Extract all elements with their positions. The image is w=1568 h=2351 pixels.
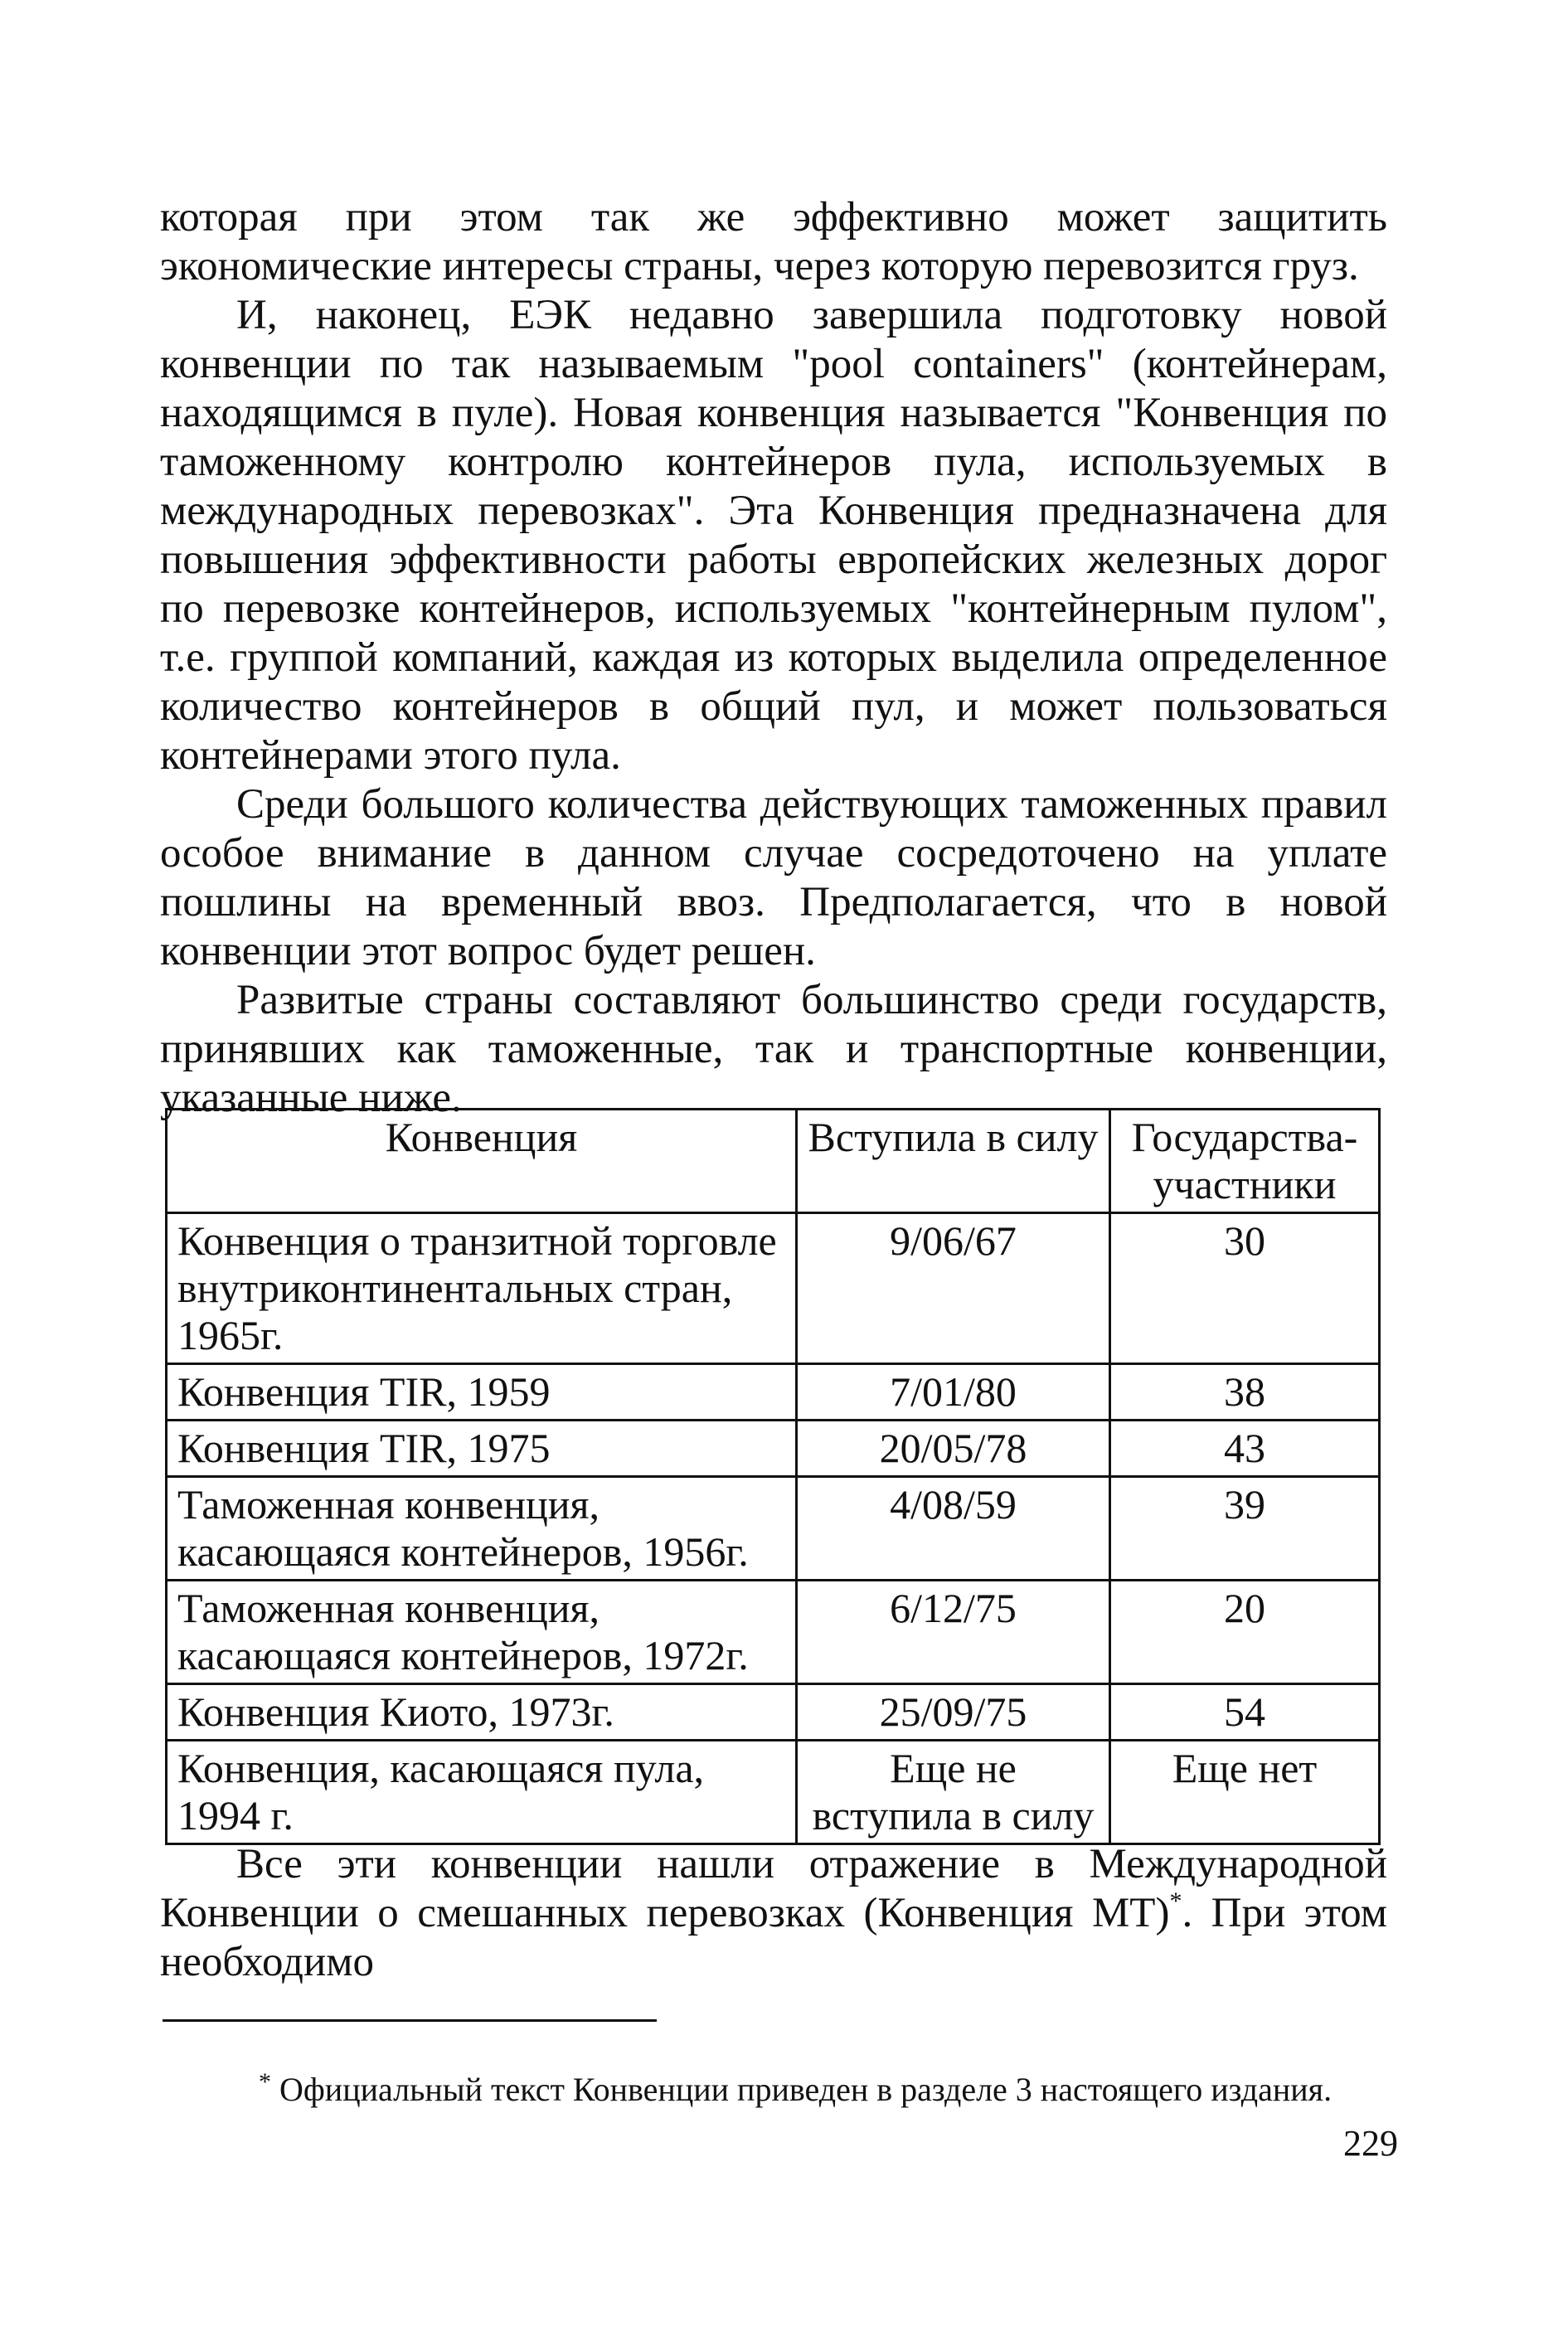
paragraph: И, наконец, ЕЭК недавно завершила подготовку новой конвенции по так называемым "pool containers" (контейнерам, находящимся в пуле). Новая конвенция называется "Конвенция по таможенному контролю контейнеров пула, используемых в международных перевозках". Эта Конвенция предназначена для повышения эффективности работы европейских железных дорог по перевозке контейнеров, используемых "контейнерным пулом", т.е. группой компаний, каждая из которых выделила определенное количество контейнеров в общий пул, и может пользоваться контейнерами этого пула.: [160, 292, 1387, 779]
member-count: 39: [1110, 1477, 1380, 1581]
table-header-row: [167, 1110, 1380, 1213]
column-header-member-states: Государства-участники: [1110, 1110, 1380, 1213]
footnote-reference[interactable]: *: [1169, 1887, 1182, 1915]
convention-name: Конвенция Киото, 1973г.: [167, 1684, 797, 1741]
entry-date: 25/09/75: [797, 1684, 1110, 1741]
convention-name: Конвенция о транзитной торговле внутриконтинентальных стран, 1965г.: [167, 1213, 797, 1364]
table-row: [167, 1741, 1380, 1844]
member-count: 43: [1110, 1421, 1380, 1477]
convention-name: Конвенция TIR, 1975: [167, 1421, 797, 1477]
table-row: [167, 1477, 1380, 1581]
column-header-convention: Конвенция: [167, 1110, 797, 1213]
entry-date: 6/12/75: [797, 1581, 1110, 1684]
entry-date: Еще не вступила в силу: [797, 1741, 1110, 1844]
entry-date: 9/06/67: [797, 1213, 1110, 1364]
entry-date: 4/08/59: [797, 1477, 1110, 1581]
table-row: [167, 1364, 1380, 1421]
table-row: [167, 1421, 1380, 1477]
member-count: 30: [1110, 1213, 1380, 1364]
convention-name: Конвенция TIR, 1959: [167, 1364, 797, 1421]
body-text-bottom: [160, 1840, 1387, 1987]
body-text-top: [160, 193, 1387, 1123]
footnote: [259, 2070, 1332, 2110]
paragraph: которая при этом так же эффективно может защитить экономические интересы страны, через которую перевозится груз.: [160, 194, 1387, 289]
paragraph-text: Все эти конвенции нашли отражение в Международной Конвенции о смешанных перевозках (Конвенция МТ): [160, 1841, 1387, 1936]
table-row: [167, 1213, 1380, 1364]
entry-date: 7/01/80: [797, 1364, 1110, 1421]
table-row: [167, 1581, 1380, 1684]
member-count: 54: [1110, 1684, 1380, 1741]
table-row: [167, 1684, 1380, 1741]
footnote-text: Официальный текст Конвенции приведен в разделе 3 настоящего издания.: [271, 2071, 1333, 2108]
member-count: 38: [1110, 1364, 1380, 1421]
entry-date: 20/05/78: [797, 1421, 1110, 1477]
footnote-divider: [163, 2019, 657, 2022]
column-header-entry-into-force: Вступила в силу: [797, 1110, 1110, 1213]
footnote-mark: *: [259, 2068, 271, 2096]
member-count: 20: [1110, 1581, 1380, 1684]
convention-name: Конвенция, касающаяся пула, 1994 г.: [167, 1741, 797, 1844]
convention-name: Таможенная конвенция, касающаяся контейнеров, 1956г.: [167, 1477, 797, 1581]
paragraph: Развитые страны составляют большинство среди государств, принявших как таможенные, так и транспортные конвенции, указанные ниже.: [160, 977, 1387, 1121]
paragraph: Среди большого количества действующих таможенных правил особое внимание в данном случае сосредоточено на уплате пошлины на временный ввоз. Предполагается, что в новой конвенции этот вопрос будет решен.: [160, 781, 1387, 974]
member-count: Еще нет: [1110, 1741, 1380, 1844]
convention-name: Таможенная конвенция, касающаяся контейнеров, 1972г.: [167, 1581, 797, 1684]
paragraph-text: . При этом необходимо: [160, 1890, 1387, 1985]
page-number: 229: [1343, 2123, 1398, 2164]
paragraph: [160, 1840, 1387, 1987]
conventions-table: [165, 1108, 1381, 1845]
